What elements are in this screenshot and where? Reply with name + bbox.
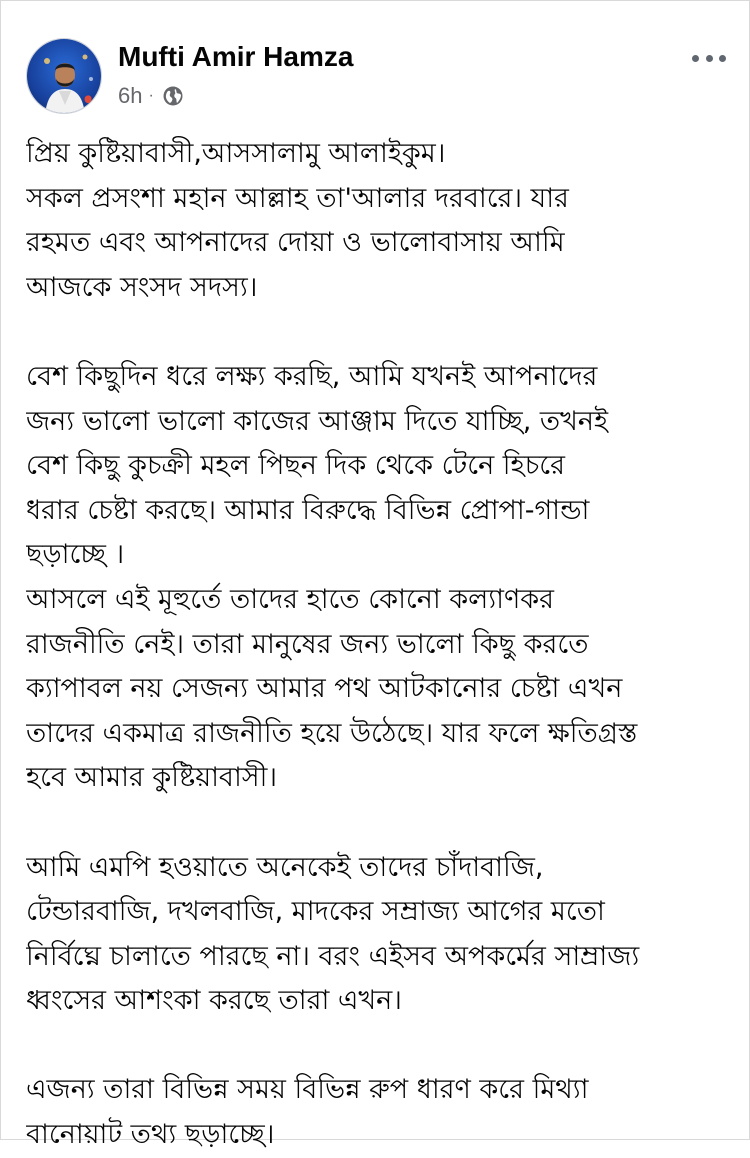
- post-text-line: বেশ কিছুদিন ধরে লক্ষ্য করছি, আমি যখনই আপনাদের: [26, 360, 598, 392]
- avatar-image: [27, 39, 102, 114]
- post-text-line: আসলে এই মূহুর্তে তাদের হাতে কোনো কল্যাণকর: [26, 583, 555, 615]
- post-text-line: তাদের একমাত্র রাজনীতি হয়ে উঠেছে। যার ফলে ক্ষতিগ্রস্ত: [26, 717, 638, 749]
- globe-icon[interactable]: [162, 85, 184, 107]
- meta-separator: ·: [148, 87, 154, 104]
- post-text-line: বেশ কিছু কুচক্রী মহল পিছন দিক থেকে টেনে হিচরে: [26, 450, 565, 482]
- post-time[interactable]: 6h: [118, 83, 143, 108]
- post-text-line: জন্য ভালো ভালো কাজের আঞ্জাম দিতে যাচ্ছি, তখনই: [26, 405, 609, 437]
- post-text-line: এজন্য তারা বিভিন্ন সময় বিভিন্ন রুপ ধারণ করে মিথ্যা: [26, 1074, 589, 1106]
- more-dot: [719, 55, 726, 62]
- post-text-line: রহমত এবং আপনাদের দোয়া ও ভালোবাসায় আমি: [26, 227, 565, 259]
- post-text-line: প্রিয় কুষ্টিয়াবাসী,আসসালামু আলাইকুম।: [26, 138, 446, 169]
- avatar[interactable]: [26, 38, 102, 114]
- post-header: [26, 38, 726, 116]
- post-text-line: ধ্বংসের আশংকা করছে তারা এখন।: [26, 985, 402, 1017]
- post-text: [26, 132, 736, 1158]
- more-dot: [706, 55, 713, 62]
- paragraph-gap: [26, 801, 736, 846]
- post-text-line: রাজনীতি নেই। তারা মানুষের জন্য ভালো কিছু করতে: [26, 628, 589, 660]
- more-dot: [692, 55, 699, 62]
- post-text-line: নির্বিঘ্নে চালাতে পারছে না। বরং এইসব অপকর্মের সাম্রাজ্য: [26, 940, 640, 972]
- post-text-line: ক্যাপাবল নয় সেজন্য আমার পথ আটকানোর চেষ্টা এখন: [26, 673, 623, 705]
- post-text-line: ছড়াচ্ছে ।: [26, 539, 125, 571]
- post-text-line: আমি এমপি হওয়াতে অনেকেই তাদের চাঁদাবাজি,: [26, 851, 544, 883]
- post-text-line: হবে আমার কুষ্টিয়াবাসী।: [26, 762, 278, 794]
- paragraph-gap: [26, 310, 736, 355]
- post-text-line: আজকে সংসদ সদস্য।: [26, 271, 258, 303]
- post-text-line: বানোয়াট তথ্য ছড়াচ্ছে।: [26, 1119, 275, 1151]
- more-options-icon[interactable]: [692, 48, 726, 68]
- paragraph-gap: [26, 1024, 736, 1069]
- post-text-line: সকল প্রসংশা মহান আল্লাহ তা'আলার দরবারে। যার: [26, 182, 569, 214]
- post-text-line: ধরার চেষ্টা করছে। আমার বিরুদ্ধে বিভিন্ন প্রোপা-গান্ডা: [26, 494, 590, 526]
- author-name[interactable]: Mufti Amir Hamza: [118, 41, 354, 72]
- post-text-line: টেন্ডারবাজি, দখলবাজি, মাদকের সম্রাজ্য আগের মতো: [26, 896, 605, 928]
- post-meta: [118, 82, 184, 110]
